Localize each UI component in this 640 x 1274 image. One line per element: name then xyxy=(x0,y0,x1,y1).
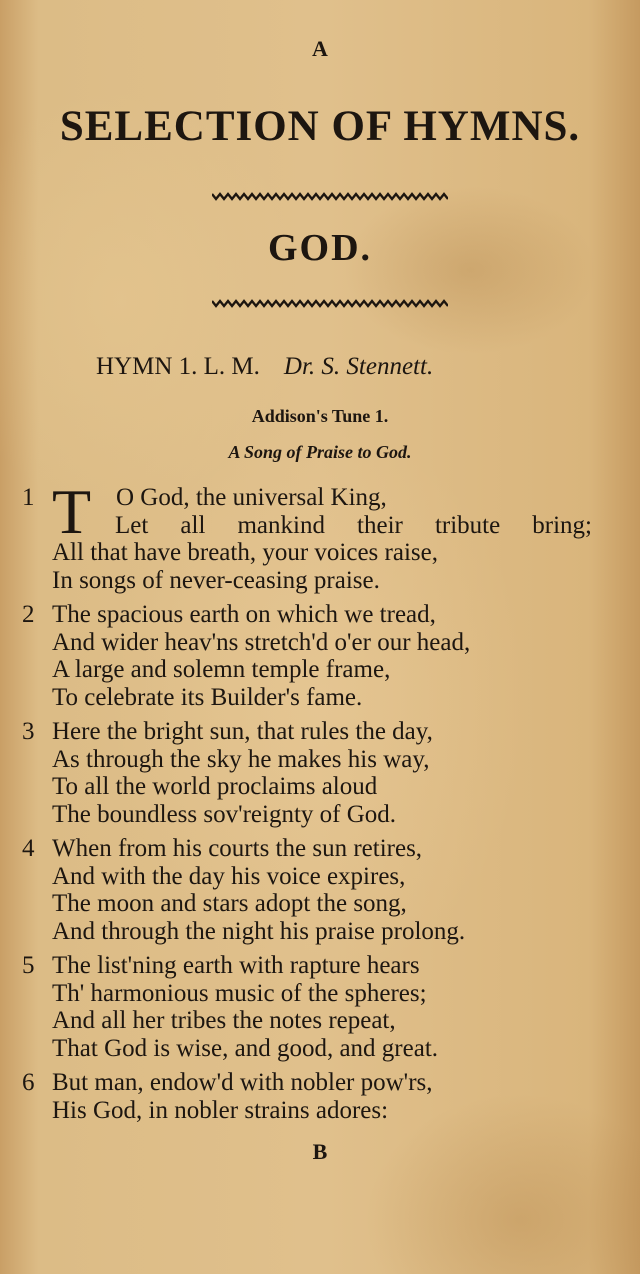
hymn-label: HYMN 1. L. M. xyxy=(96,353,260,380)
verse-line: All that have breath, your voices raise, xyxy=(52,539,438,566)
stanza-number: 3 xyxy=(22,718,35,745)
verse-line: A large and solemn temple frame, xyxy=(52,656,391,683)
verse-line: And wider heav'ns stretch'd o'er our head, xyxy=(52,628,471,656)
verse-line: And all her tribes the notes repeat, xyxy=(52,1007,396,1034)
verse-line: The spacious earth on which we tread, xyxy=(52,601,436,628)
verse-line: O God, the universal King, xyxy=(116,484,387,511)
stanza-6 xyxy=(0,1069,640,1124)
verse-line: To all the world proclaims aloud xyxy=(52,773,378,800)
stanza-number: 2 xyxy=(22,601,35,628)
drop-cap: T xyxy=(52,476,92,547)
verse-line: In songs of never-ceasing praise. xyxy=(52,566,380,594)
stanza-5 xyxy=(0,952,640,1062)
verse-line: The boundless sov'reignty of God. xyxy=(52,800,397,828)
tune-name: Addison's Tune 1. xyxy=(251,406,389,426)
verse-line: That God is wise, and good, and great. xyxy=(52,1034,439,1062)
verse-line: But man, endow'd with nobler pow'rs, xyxy=(52,1069,433,1096)
verse-line: To celebrate its Builder's fame. xyxy=(52,683,363,711)
hymn-text xyxy=(0,476,640,1131)
book-title: SELECTION OF HYMNS. xyxy=(59,103,581,150)
signature-mark-bottom: B xyxy=(312,1139,328,1164)
stanza-number: 4 xyxy=(22,835,35,862)
stanza-2 xyxy=(0,601,640,711)
verse-line: Here the bright sun, that rules the day, xyxy=(52,718,433,745)
verse-line: His God, in nobler strains adores: xyxy=(52,1096,389,1124)
verse-line: The moon and stars adopt the song, xyxy=(52,890,407,917)
stanza-number: 5 xyxy=(22,952,35,979)
verse-line: As through the sky he makes his way, xyxy=(52,745,430,773)
verse-line: The list'ning earth with rapture hears xyxy=(52,952,420,979)
stanza-number: 6 xyxy=(22,1069,35,1096)
verse-line: When from his courts the sun retires, xyxy=(52,835,423,862)
verse-line: Th' harmonious music of the spheres; xyxy=(52,979,427,1007)
hymn-heading xyxy=(96,353,566,381)
signature-mark-top: A xyxy=(312,36,328,61)
stanza-1 xyxy=(0,476,640,594)
hymn-subtitle: A Song of Praise to God. xyxy=(228,442,412,462)
section-title: GOD. xyxy=(267,227,373,269)
stanza-4 xyxy=(0,835,640,945)
hymn-author: Dr. S. Stennett. xyxy=(283,353,434,380)
stanza-3 xyxy=(0,718,640,828)
verse-line: And through the night his praise prolong. xyxy=(52,917,466,945)
ornament-rule-bottom xyxy=(212,298,448,308)
stanza-number: 1 xyxy=(22,484,35,511)
ornament-rule-top xyxy=(212,191,448,201)
verse-line: Let all mankind their tribute bring; xyxy=(115,511,592,539)
verse-line: And with the day his voice expires, xyxy=(52,862,406,890)
